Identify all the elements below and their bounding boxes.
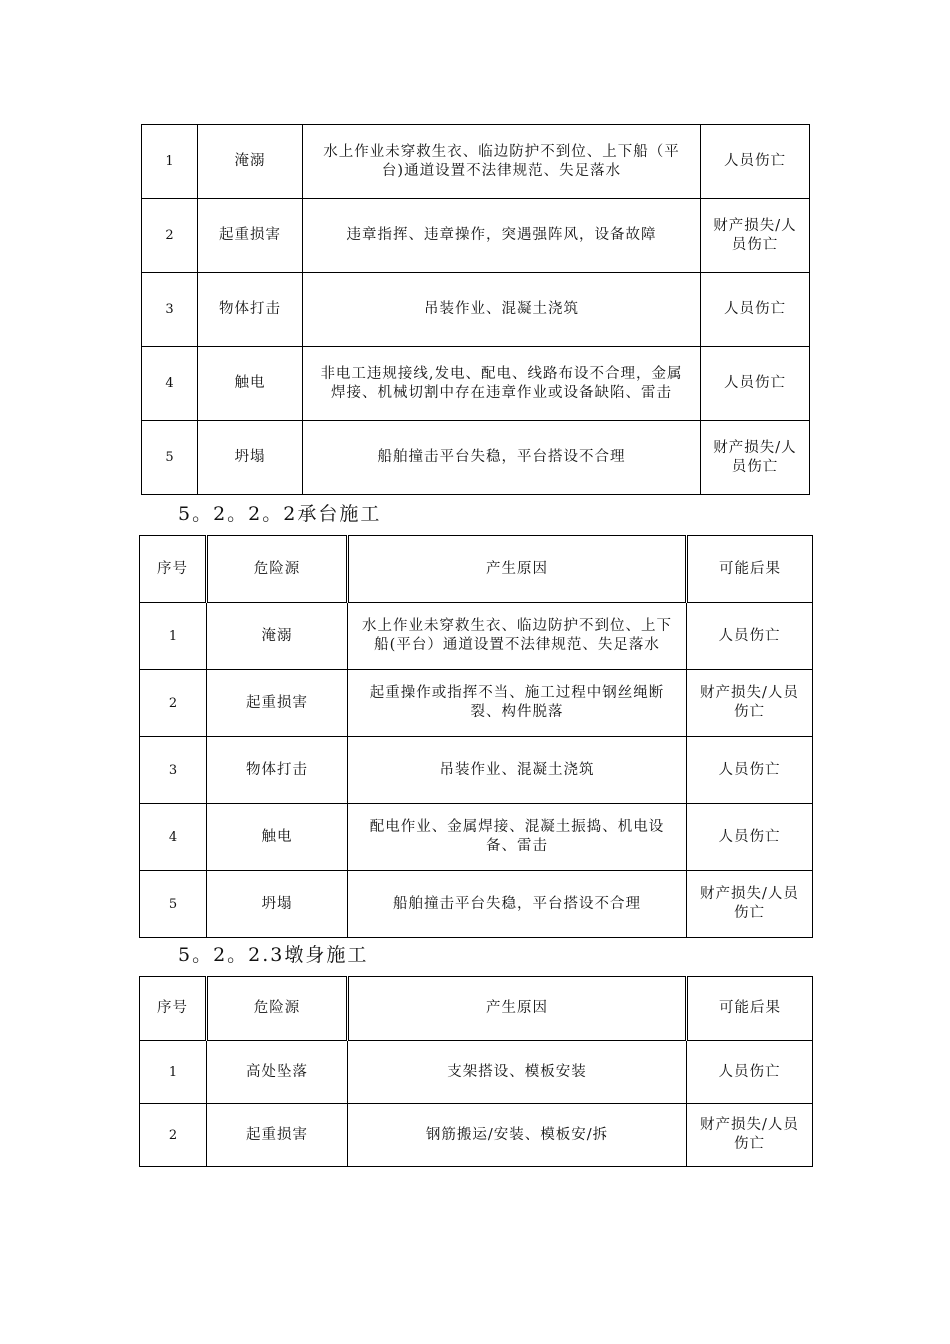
cause-cell: 水上作业未穿救生衣、临边防护不到位、上下船(平台）通道设置不法律规范、失足落水	[348, 603, 687, 670]
hazard-cell: 触电	[198, 347, 303, 421]
table-row	[142, 199, 810, 273]
cause-cell: 非电工违规接线,发电、配电、线路布设不合理，金属焊接、机械切割中存在违章作业或设备缺陷、雷击	[303, 347, 701, 421]
header-cause: 产生原因	[348, 536, 687, 603]
header-result: 可能后果	[687, 536, 813, 603]
header-no: 序号	[140, 977, 207, 1041]
result-cell: 财产损失/人员伤亡	[687, 1104, 813, 1167]
hazard-cell: 物体打击	[198, 273, 303, 347]
table-row	[142, 347, 810, 421]
hazard-cell: 淹溺	[198, 125, 303, 199]
hazard-table-3	[139, 976, 813, 1167]
result-cell: 财产损失/人员伤亡	[701, 421, 810, 495]
row-number: 1	[140, 1041, 207, 1104]
result-cell: 人员伤亡	[701, 125, 810, 199]
hazard-cell: 起重损害	[207, 1104, 348, 1167]
table-row	[140, 871, 813, 938]
cause-cell: 水上作业未穿救生衣、临边防护不到位、上下船（平台)通道设置不法律规范、失足落水	[303, 125, 701, 199]
section-heading-cap: 5。2。2。2承台施工	[178, 503, 382, 525]
cause-cell: 吊装作业、混凝土浇筑	[348, 737, 687, 804]
hazard-cell: 淹溺	[207, 603, 348, 670]
cause-cell: 支架搭设、模板安装	[348, 1041, 687, 1104]
result-cell: 人员伤亡	[687, 737, 813, 804]
table-row	[142, 421, 810, 495]
result-cell: 财产损失/人员伤亡	[687, 670, 813, 737]
table-row	[140, 804, 813, 871]
table-row	[142, 273, 810, 347]
table-row	[140, 670, 813, 737]
result-cell: 财产损失/人员伤亡	[701, 199, 810, 273]
row-number: 5	[140, 871, 207, 938]
table-row	[142, 125, 810, 199]
row-number: 1	[142, 125, 198, 199]
row-number: 2	[140, 670, 207, 737]
row-number: 5	[142, 421, 198, 495]
result-cell: 人员伤亡	[701, 273, 810, 347]
row-number: 4	[142, 347, 198, 421]
result-cell: 人员伤亡	[701, 347, 810, 421]
table-header-row	[140, 536, 813, 603]
table-row	[140, 737, 813, 804]
table-row	[140, 603, 813, 670]
row-number: 2	[142, 199, 198, 273]
cause-cell: 吊装作业、混凝土浇筑	[303, 273, 701, 347]
row-number: 3	[142, 273, 198, 347]
header-cause: 产生原因	[348, 977, 687, 1041]
header-hazard: 危险源	[207, 977, 348, 1041]
header-hazard: 危险源	[207, 536, 348, 603]
row-number: 4	[140, 804, 207, 871]
cause-cell: 违章指挥、违章操作，突遇强阵风，设备故障	[303, 199, 701, 273]
result-cell: 财产损失/人员伤亡	[687, 871, 813, 938]
hazard-table-2	[139, 535, 813, 938]
cause-cell: 配电作业、金属焊接、混凝土振捣、机电设备、雷击	[348, 804, 687, 871]
row-number: 3	[140, 737, 207, 804]
cause-cell: 船舶撞击平台失稳，平台搭设不合理	[303, 421, 701, 495]
table-row	[140, 1041, 813, 1104]
hazard-cell: 坍塌	[198, 421, 303, 495]
table-row	[140, 1104, 813, 1167]
hazard-cell: 触电	[207, 804, 348, 871]
row-number: 1	[140, 603, 207, 670]
hazard-table-1	[141, 124, 810, 495]
hazard-cell: 坍塌	[207, 871, 348, 938]
result-cell: 人员伤亡	[687, 1041, 813, 1104]
table-header-row	[140, 977, 813, 1041]
hazard-cell: 高处坠落	[207, 1041, 348, 1104]
hazard-cell: 物体打击	[207, 737, 348, 804]
hazard-cell: 起重损害	[198, 199, 303, 273]
header-result: 可能后果	[687, 977, 813, 1041]
cause-cell: 起重操作或指挥不当、施工过程中钢丝绳断裂、构件脱落	[348, 670, 687, 737]
header-no: 序号	[140, 536, 207, 603]
section-heading-pier: 5。2。2.3墩身施工	[178, 944, 369, 966]
cause-cell: 钢筋搬运/安装、模板安/拆	[348, 1104, 687, 1167]
hazard-cell: 起重损害	[207, 670, 348, 737]
result-cell: 人员伤亡	[687, 804, 813, 871]
result-cell: 人员伤亡	[687, 603, 813, 670]
row-number: 2	[140, 1104, 207, 1167]
cause-cell: 船舶撞击平台失稳，平台搭设不合理	[348, 871, 687, 938]
